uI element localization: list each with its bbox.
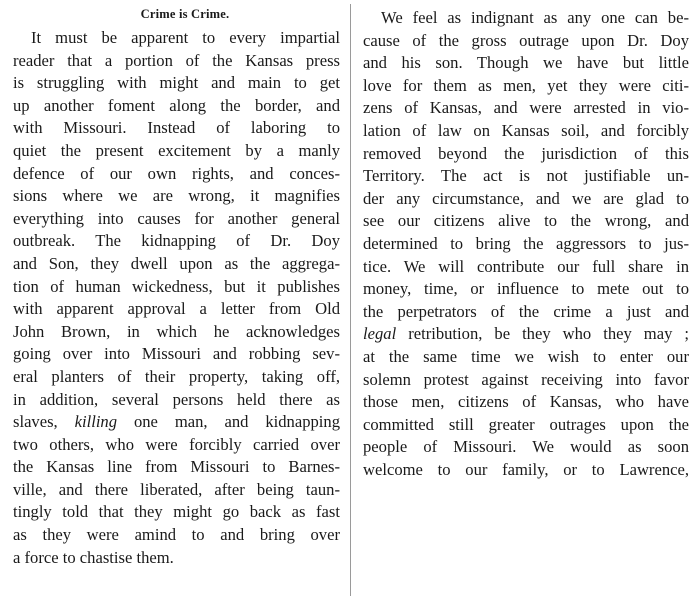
text-line: tingly told that they might go back as fast (13, 502, 340, 522)
text-line: We feel as indignant as any one can be- (381, 8, 689, 27)
italic-word: legal (363, 324, 397, 344)
text-line: in addition, several persons held there as (13, 389, 340, 409)
text-line: determined to bring the aggressors to jus- (363, 233, 689, 253)
left-column (13, 27, 340, 569)
text-line: and his son. Though we have but little (363, 53, 689, 73)
text-line: removed beyond the jurisdiction of this (363, 143, 689, 163)
text-line (13, 411, 340, 434)
text-line: the Kansas line from Missouri to Barnes- (13, 457, 340, 477)
text-line: reader that a portion of the Kansas press (13, 50, 340, 70)
text-line: John Brown, in which he acknowledges (13, 321, 340, 341)
text-line: committed still greater outrages upon the (363, 414, 689, 434)
text-line: a force to chastise them. (13, 547, 174, 567)
text-line: two others, who were forcibly carried over (13, 434, 340, 454)
text-line: everything into causes for another general (13, 208, 340, 228)
text-line: up another foment along the border, and (13, 95, 340, 115)
text-line: at the same time we wish to enter our (363, 346, 689, 366)
text-line (363, 323, 689, 346)
text-line: welcome to our family, or to Lawrence, (363, 459, 689, 479)
text-line: love for them as men, yet they were citi- (363, 75, 689, 95)
text-line: solemn protest against receiving into favor (363, 369, 689, 389)
text-segment: slaves, (13, 412, 75, 432)
text-line: defence of our own rights, and conces- (13, 163, 340, 183)
text-line: see our citizens alive to the wrong, and (363, 211, 689, 231)
text-line: lation of law on Kansas soil, and forcibly (363, 120, 689, 140)
article-title: Crime is Crime. (140, 7, 230, 21)
text-line: with Missouri. Instead of laboring to (13, 118, 340, 138)
text-line: zens of Kansas, and were arrested in vio- (363, 98, 689, 118)
text-line: sions where we are wrong, it magnifies (13, 186, 340, 206)
text-line: tion of human wickedness, but it publishes (13, 276, 340, 296)
column-divider (350, 4, 351, 596)
text-line: It must be apparent to every impartial (31, 28, 340, 47)
text-line: eral planters of their property, taking off, (13, 366, 340, 386)
text-line: tice. We will contribute our full share in (363, 256, 689, 276)
text-line: Territory. The act is not justifiable un- (363, 166, 689, 186)
text-line: as they were amind to and bring over (13, 525, 340, 545)
right-column (363, 7, 689, 481)
text-line: money, time, or influence to mete out to (363, 279, 689, 299)
text-line: those men, citizens of Kansas, who have (363, 392, 689, 412)
text-line: going over into Missouri and robbing sev- (13, 344, 340, 364)
text-line: outbreak. The kidnapping of Dr. Doy (13, 231, 340, 251)
text-line: the perpetrators of the crime a just and (363, 301, 689, 321)
text-line: and Son, they dwell upon as the aggrega- (13, 253, 340, 273)
text-segment: retribution, be they who they may ; (396, 324, 689, 344)
italic-word: killing (74, 412, 118, 432)
text-line: is struggling with might and main to get (13, 73, 340, 93)
text-line: quiet the present excitement by a manly (13, 140, 340, 160)
text-line: with apparent approval a letter from Old (13, 299, 340, 319)
text-segment: one man, and kidnapping (117, 412, 340, 432)
text-line: cause of the gross outrage upon Dr. Doy (363, 30, 689, 50)
text-line: ville, and there liberated, after being taun- (13, 479, 340, 499)
text-line: der any circumstance, and we are glad to (363, 188, 689, 208)
text-line: people of Missouri. We would as soon (363, 437, 689, 457)
